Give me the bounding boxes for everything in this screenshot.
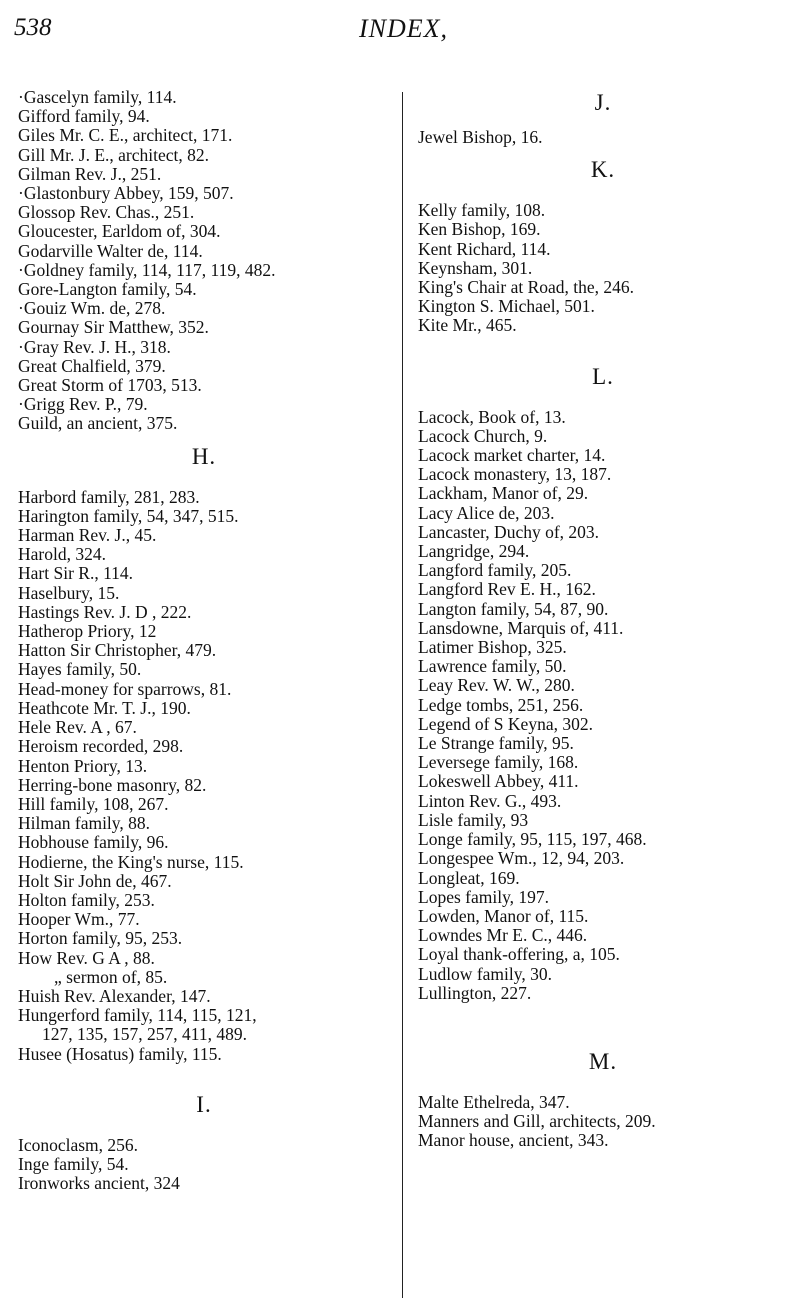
index-entry: Lackham, Manor of, 29.	[418, 483, 589, 504]
page-header	[14, 14, 784, 46]
index-entry: Gifford family, 94.	[18, 106, 150, 127]
index-entry: Lacock, Book of, 13.	[418, 406, 566, 427]
index-entry: Inge family, 54.	[18, 1153, 129, 1174]
index-entry: Legend of S Keyna, 302.	[418, 713, 593, 734]
index-entry: King's Chair at Road, the, 246.	[418, 277, 635, 298]
section-j	[418, 128, 788, 147]
index-entry: Gloucester, Earldom of, 304.	[18, 221, 221, 242]
index-entry: Heroism recorded, 298.	[18, 736, 184, 757]
index-entry: Haselbury, 15.	[18, 582, 120, 603]
section-l	[418, 408, 788, 1003]
index-entry: Ludlow family, 30.	[418, 963, 552, 984]
section-h	[18, 488, 390, 1064]
index-entry: Hatton Sir Christopher, 479.	[18, 640, 217, 661]
index-entry: Lancaster, Duchy of, 203.	[418, 521, 600, 542]
index-entry: Manor house, ancient, 343.	[418, 1130, 609, 1151]
index-entry: Leversege family, 168.	[418, 752, 579, 773]
index-entry: Jewel Bishop, 16.	[418, 127, 543, 147]
page-number: 538	[14, 14, 52, 41]
index-entry: Guild, an ancient, 375.	[18, 413, 178, 434]
section-m	[418, 1093, 788, 1151]
index-entry: Ken Bishop, 169.	[418, 219, 541, 240]
index-entry: Holt Sir John de, 467.	[18, 870, 172, 891]
section-g	[18, 88, 390, 434]
index-entry: Hilman family, 88.	[18, 813, 151, 834]
index-entry: Hayes family, 50.	[18, 659, 142, 680]
index-entry: Harington family, 54, 347, 515.	[18, 505, 239, 526]
index-subentry: „ sermon of, 85.	[54, 966, 168, 987]
index-entry: Lisle family, 93	[418, 809, 529, 830]
index-entry: Hobhouse family, 96.	[18, 832, 169, 853]
index-entry: Hastings Rev. J. D , 222.	[18, 601, 192, 622]
index-entry: Longleat, 169.	[418, 867, 520, 888]
index-entry: Langford family, 205.	[418, 560, 572, 581]
index-entry: ·Grigg Rev. P., 79.	[18, 394, 148, 415]
section-heading-j: J.	[594, 90, 612, 115]
section-heading-l: L.	[592, 363, 614, 389]
index-entry: Lawrence family, 50.	[418, 656, 567, 677]
index-entry: Hodierne, the King's nurse, 115.	[18, 851, 244, 872]
index-entry: Langton family, 54, 87, 90.	[418, 598, 609, 619]
index-entry: ·Glastonbury Abbey, 159, 507.	[18, 183, 234, 204]
index-entry: Hart Sir R., 114.	[18, 563, 134, 584]
index-entry: Hooper Wm., 77.	[18, 909, 140, 930]
index-entry: Leay Rev. W. W., 280.	[418, 675, 575, 696]
index-entry: Glossop Rev. Chas., 251.	[18, 202, 195, 223]
index-entry: Langford Rev E. H., 162.	[418, 579, 596, 600]
section-heading-m: M.	[588, 1048, 618, 1074]
page-title: INDEX,	[359, 14, 449, 43]
index-entry: Henton Priory, 13.	[18, 755, 148, 776]
index-entry: Latimer Bishop, 325.	[418, 637, 567, 658]
section-heading-k: K.	[590, 157, 616, 183]
section-i	[18, 1136, 390, 1194]
column-divider	[402, 92, 403, 1298]
index-entry: Gournay Sir Matthew, 352.	[18, 317, 209, 338]
index-entry: Great Storm of 1703, 513.	[18, 375, 202, 396]
index-entry: Lowden, Manor of, 115.	[418, 905, 589, 926]
index-entry: Lopes family, 197.	[418, 886, 550, 907]
index-entry: Harman Rev. J., 45.	[18, 525, 157, 546]
index-entry: Manners and Gill, architects, 209.	[418, 1111, 656, 1132]
index-entry: Gill Mr. J. E., architect, 82.	[18, 144, 210, 165]
index-entry: ·Goldney family, 114, 117, 119, 482.	[18, 259, 276, 280]
index-entry: Lacock market charter, 14.	[418, 445, 606, 466]
index-entry-continuation: 127, 135, 157, 257, 411, 489.	[42, 1024, 247, 1045]
index-entry: Harold, 324.	[18, 544, 106, 565]
index-entry: Heathcote Mr. T. J., 190.	[18, 697, 191, 718]
index-entry: Hill family, 108, 267.	[18, 793, 169, 814]
index-entry: Le Strange family, 95.	[418, 733, 574, 754]
index-entry: Hele Rev. A , 67.	[18, 717, 137, 738]
index-entry: Godarville Walter de, 114.	[18, 240, 203, 261]
index-entry: Kington S. Michael, 501.	[418, 296, 595, 317]
index-entry: Kelly family, 108.	[418, 200, 546, 221]
index-entry: Horton family, 95, 253.	[18, 928, 183, 949]
index-entry: Malte Ethelreda, 347.	[418, 1091, 570, 1112]
index-entry: Giles Mr. C. E., architect, 171.	[18, 125, 233, 146]
index-entry: Harbord family, 281, 283.	[18, 486, 200, 507]
index-entry: Keynsham, 301.	[418, 257, 533, 278]
index-entry: Huish Rev. Alexander, 147.	[18, 985, 211, 1006]
section-heading-h: H.	[191, 443, 217, 469]
index-entry: Lacy Alice de, 203.	[418, 502, 555, 523]
index-entry: Loyal thank-offering, a, 105.	[418, 944, 620, 965]
right-column	[418, 80, 788, 1151]
index-entry: Ledge tombs, 251, 256.	[418, 694, 584, 715]
index-entry: Lacock Church, 9.	[418, 425, 548, 446]
index-entry: Hungerford family, 114, 115, 121,	[18, 1005, 257, 1026]
left-column	[18, 88, 390, 1193]
index-entry: Holton family, 253.	[18, 889, 155, 910]
index-entry: Lowndes Mr E. C., 446.	[418, 925, 588, 946]
section-k	[418, 201, 788, 335]
index-entry: Husee (Hosatus) family, 115.	[18, 1043, 222, 1064]
index-entry: ·Gascelyn family, 114.	[18, 87, 177, 107]
index-entry: Longespee Wm., 12, 94, 203.	[418, 848, 625, 869]
index-entry: Gore-Langton family, 54.	[18, 279, 197, 300]
index-entry: Great Chalfield, 379.	[18, 355, 166, 376]
index-entry: Lokeswell Abbey, 411.	[418, 771, 579, 792]
index-entry: Herring-bone masonry, 82.	[18, 774, 207, 795]
index-entry: Kite Mr., 465.	[418, 315, 517, 336]
index-entry: Lullington, 227.	[418, 982, 532, 1003]
index-entry: Lacock monastery, 13, 187.	[418, 464, 612, 485]
index-entry: Langridge, 294.	[418, 541, 530, 562]
index-entry: Longe family, 95, 115, 197, 468.	[418, 829, 647, 850]
index-entry: ·Gouiz Wm. de, 278.	[18, 298, 166, 319]
index-entry: Ironworks ancient, 324	[18, 1173, 180, 1194]
index-entry: Hatherop Priory, 12	[18, 621, 157, 642]
index-entry: Head-money for sparrows, 81.	[18, 678, 232, 699]
index-entry: ·Gray Rev. J. H., 318.	[18, 336, 171, 357]
index-entry: Gilman Rev. J., 251.	[18, 163, 162, 184]
index-entry: How Rev. G A , 88.	[18, 947, 155, 968]
index-entry: Iconoclasm, 256.	[18, 1134, 139, 1155]
index-entry: Linton Rev. G., 493.	[418, 790, 562, 811]
section-heading-i: I.	[196, 1091, 212, 1117]
index-entry: Kent Richard, 114.	[418, 238, 551, 259]
index-entry: Lansdowne, Marquis of, 411.	[418, 617, 624, 638]
